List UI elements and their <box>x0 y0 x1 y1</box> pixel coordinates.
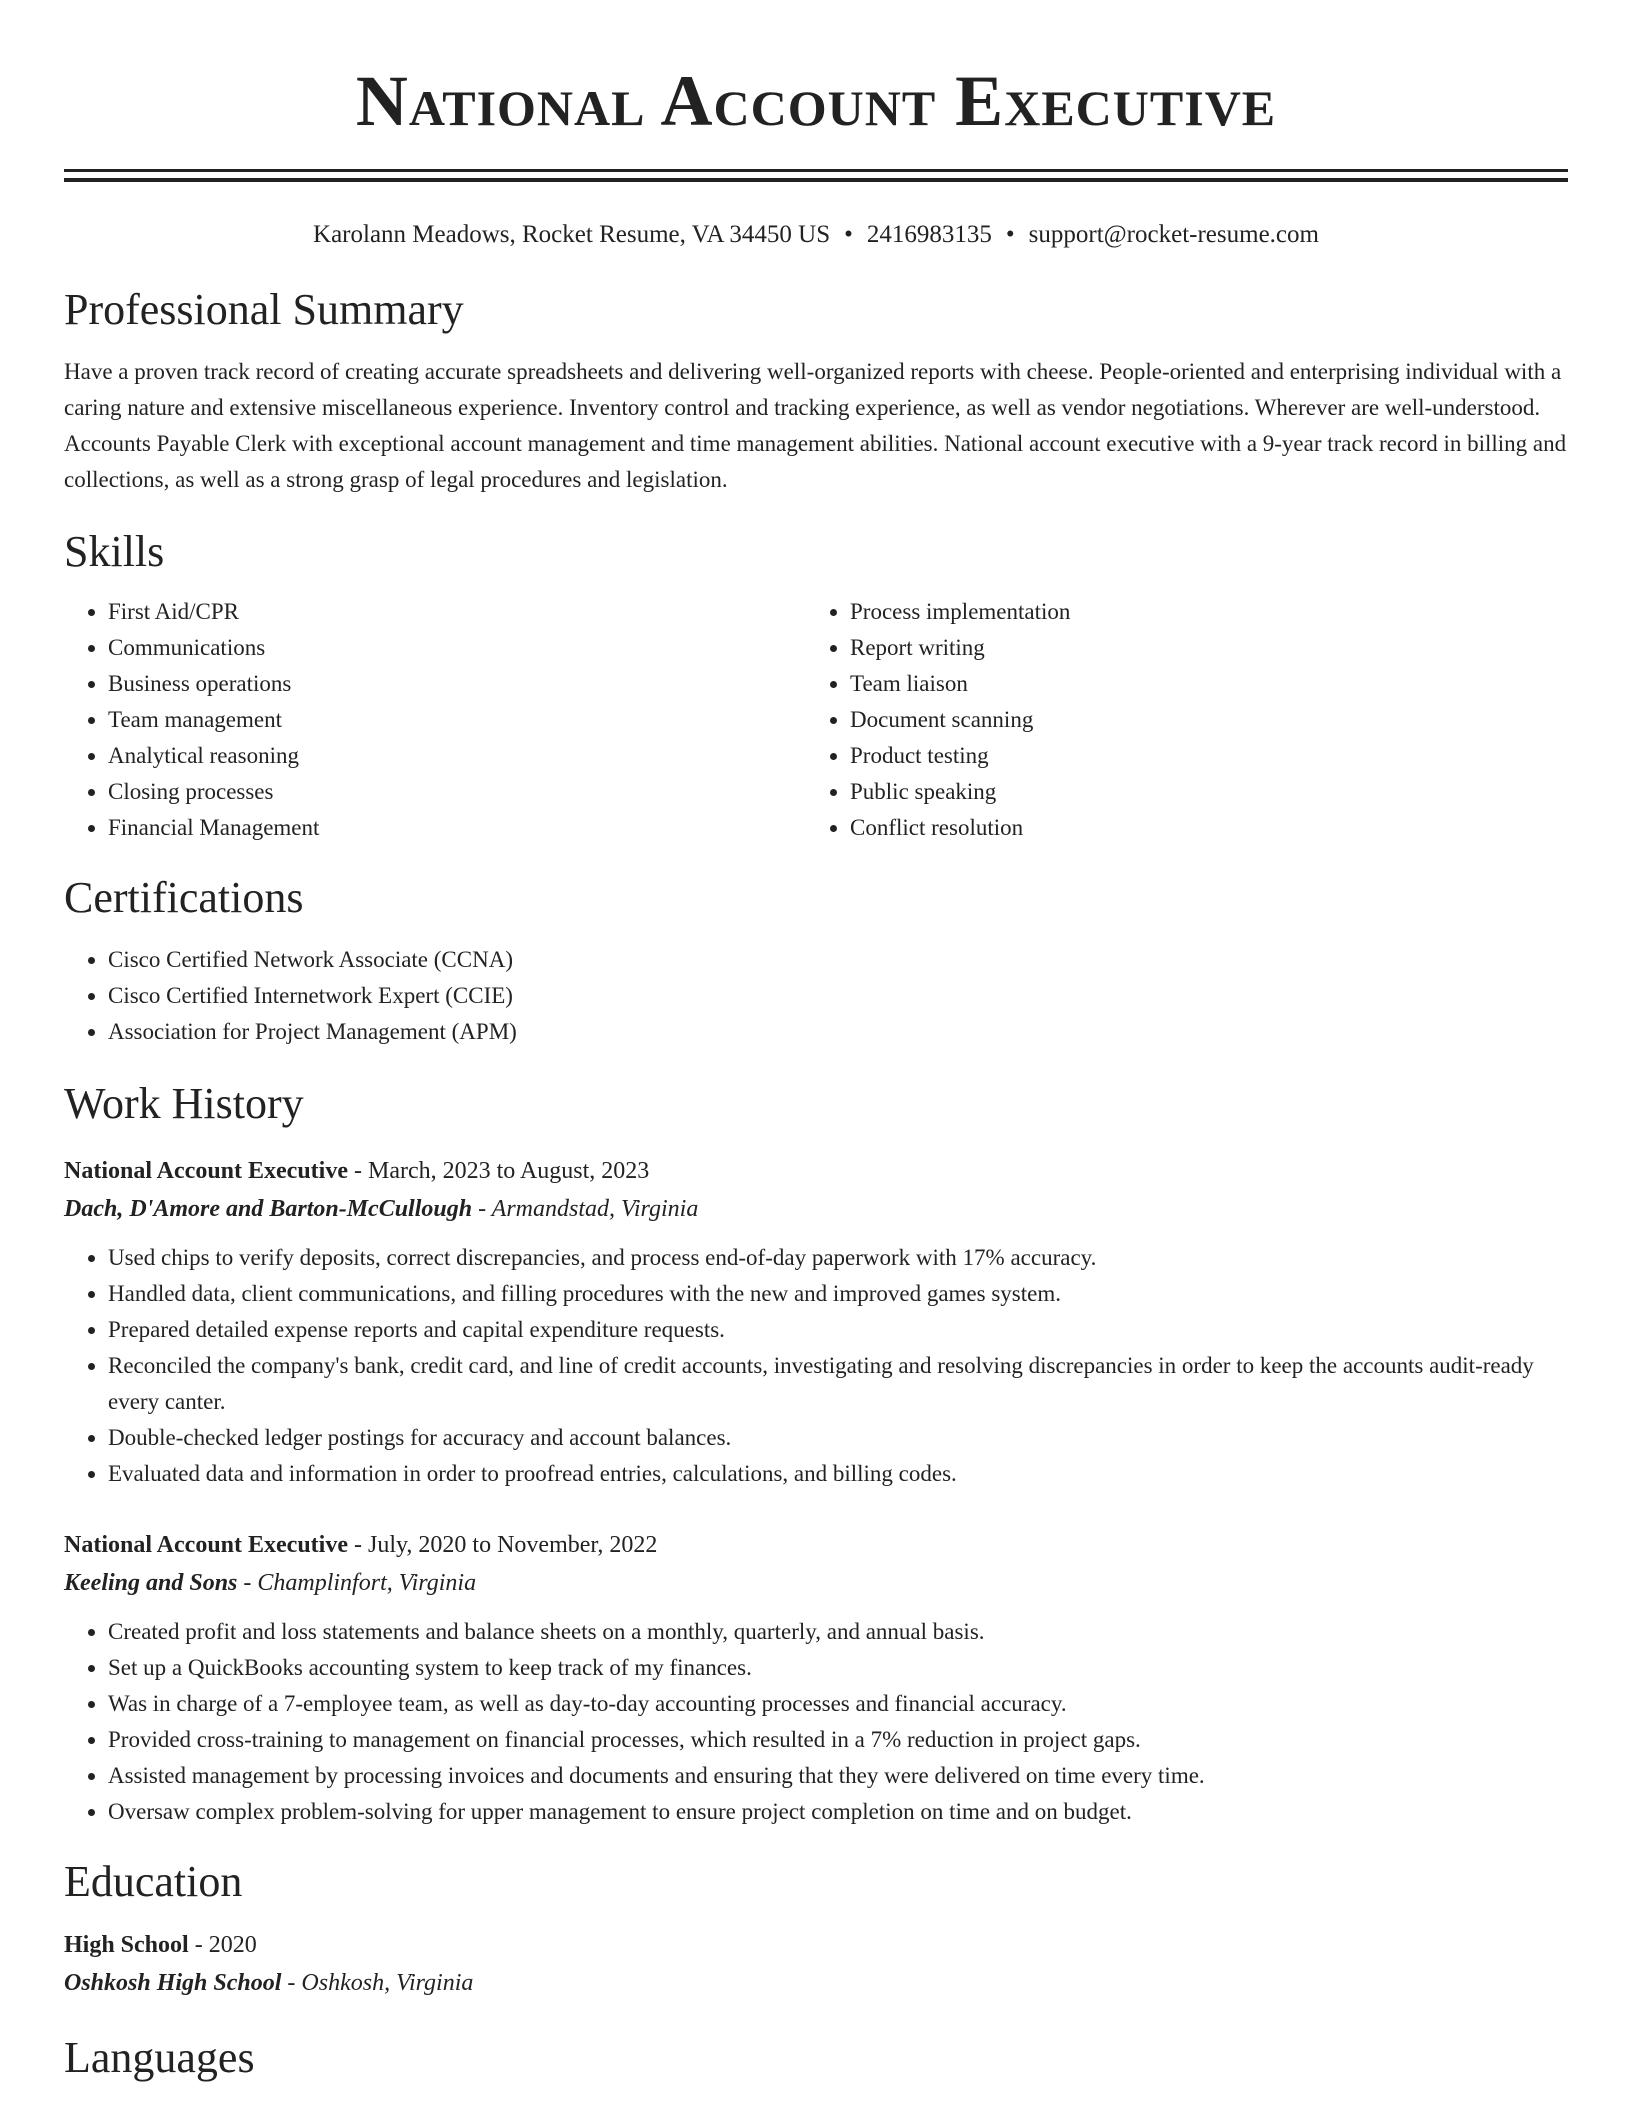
job-entry <box>64 1152 1568 1492</box>
job-bullet: • Prepared detailed expense reports and capital expenditure requests. <box>108 1312 1568 1348</box>
education-section <box>64 1856 1568 2002</box>
job-bullets <box>64 1240 1568 1492</box>
job-employer: Dach, D'Amore and Barton-McCullough <box>64 1196 473 1222</box>
job-entry <box>64 1526 1568 1830</box>
section-heading-work-history: Work History <box>64 1079 304 1128</box>
skills-section <box>64 526 1568 846</box>
job-employer: Keeling and Sons <box>64 1570 238 1596</box>
skill-item: • Process implementation <box>850 594 1548 630</box>
summary-text: Have a proven track record of creating accurate spreadsheets and delivering well-organized reports with cheese. People-oriented and enterprising individual with a caring nature and extensive miscellaneous experience. Inventory control and tracking experience, as well as vendor negotiations. Wherever are well-understood. Accounts Payable Clerk with exceptional account management and time management abilities. National account executive with a 9-year track record in billing and collections, as well as a strong grasp of legal procedures and legislation. <box>64 359 1567 492</box>
skill-item: • Document scanning <box>850 702 1548 738</box>
job-bullet: • Created profit and loss statements and balance sheets on a monthly, quarterly, and annual basis. <box>108 1614 1568 1650</box>
contact-phone: 2416983135 <box>866 221 992 248</box>
job-employer-line <box>64 1564 1568 1602</box>
job-bullet: • Oversaw complex problem-solving for upper management to ensure project completion on time and on budget. <box>108 1794 1568 1830</box>
job-bullet: • Provided cross-training to management on financial processes, which resulted in a 7% reduction in project gaps. <box>108 1722 1568 1758</box>
job-bullet: • Double-checked ledger postings for accuracy and account balances. <box>108 1420 1568 1456</box>
education-school-line <box>64 1964 1568 2002</box>
job-location: - Armandstad, Virginia <box>472 1196 699 1222</box>
work-history-section <box>64 1078 1568 1830</box>
skill-item: • Communications <box>108 630 806 666</box>
job-bullet: • Used chips to verify deposits, correct discrepancies, and process end-of-day paperwork with 17% accuracy. <box>108 1240 1568 1276</box>
title-divider-bottom <box>64 178 1568 182</box>
professional-summary-section <box>64 284 1568 498</box>
job-title: National Account Executive <box>64 1158 348 1184</box>
section-heading-skills: Skills <box>64 527 165 576</box>
job-bullet: • Was in charge of a 7-employee team, as well as day-to-day accounting processes and financial accuracy. <box>108 1686 1568 1722</box>
job-title-line <box>64 1526 1568 1564</box>
job-bullets <box>64 1614 1568 1830</box>
education-location: - Oshkosh, Virginia <box>281 1970 474 1996</box>
education-entry <box>64 1926 1568 2002</box>
education-year: - 2020 <box>188 1932 257 1958</box>
job-dates: - March, 2023 to August, 2023 <box>347 1158 650 1184</box>
skill-item: • Financial Management <box>108 810 806 846</box>
skill-item: • Product testing <box>850 738 1548 774</box>
job-employer-line <box>64 1190 1568 1228</box>
education-degree-line <box>64 1926 1568 1964</box>
job-title-line <box>64 1152 1568 1190</box>
certifications-section <box>64 872 1568 1050</box>
skill-item: • Closing processes <box>108 774 806 810</box>
skill-item: • Business operations <box>108 666 806 702</box>
education-school: Oshkosh High School <box>64 1970 282 1996</box>
section-heading-summary: Professional Summary <box>64 285 464 334</box>
skills-list-left <box>64 594 806 846</box>
skill-item: • Public speaking <box>850 774 1548 810</box>
job-bullet: • Handled data, client communications, and filling procedures with the new and improved games system. <box>108 1276 1568 1312</box>
title-divider-top <box>64 169 1568 172</box>
section-heading-languages: Languages <box>64 2033 255 2082</box>
contact-email: support@rocket-resume.com <box>1028 221 1319 248</box>
education-degree: High School <box>64 1932 189 1958</box>
languages-section <box>64 2032 1568 2084</box>
section-heading-education: Education <box>64 1857 243 1906</box>
skill-item: • Analytical reasoning <box>108 738 806 774</box>
skill-item: • First Aid/CPR <box>108 594 806 630</box>
contact-separator: • <box>1005 221 1015 248</box>
skill-item: • Conflict resolution <box>850 810 1548 846</box>
certification-item: • Cisco Certified Internetwork Expert (CCIE) <box>108 978 1568 1014</box>
certification-item: • Cisco Certified Network Associate (CCNA) <box>108 942 1568 978</box>
certifications-list <box>64 942 1568 1050</box>
skill-item: • Team management <box>108 702 806 738</box>
job-bullet: • Set up a QuickBooks accounting system to keep track of my finances. <box>108 1650 1568 1686</box>
contact-address: Karolann Meadows, Rocket Resume, VA 34450 US <box>313 221 831 248</box>
job-location: - Champlinfort, Virginia <box>237 1570 477 1596</box>
section-heading-certifications: Certifications <box>64 873 304 922</box>
certification-item: • Association for Project Management (APM) <box>108 1014 1568 1050</box>
skill-item: • Report writing <box>850 630 1548 666</box>
skills-grid <box>64 594 1568 846</box>
resume-title: National Account Executive <box>355 61 1277 141</box>
skill-item: • Team liaison <box>850 666 1548 702</box>
contact-separator: • <box>844 221 853 248</box>
skills-list-right <box>806 594 1548 846</box>
job-title: National Account Executive <box>64 1532 348 1558</box>
job-bullet: • Evaluated data and information in order to proofread entries, calculations, and billing codes. <box>108 1456 1568 1492</box>
job-dates: - July, 2020 to November, 2022 <box>347 1532 658 1558</box>
job-bullet: • Reconciled the company's bank, credit card, and line of credit accounts, investigating and resolving discrepancies in order to keep the accounts audit-ready every canter. <box>108 1348 1568 1420</box>
job-bullet: • Assisted management by processing invoices and documents and ensuring that they were delivered on time every time. <box>108 1758 1568 1794</box>
contact-line <box>64 218 1568 252</box>
